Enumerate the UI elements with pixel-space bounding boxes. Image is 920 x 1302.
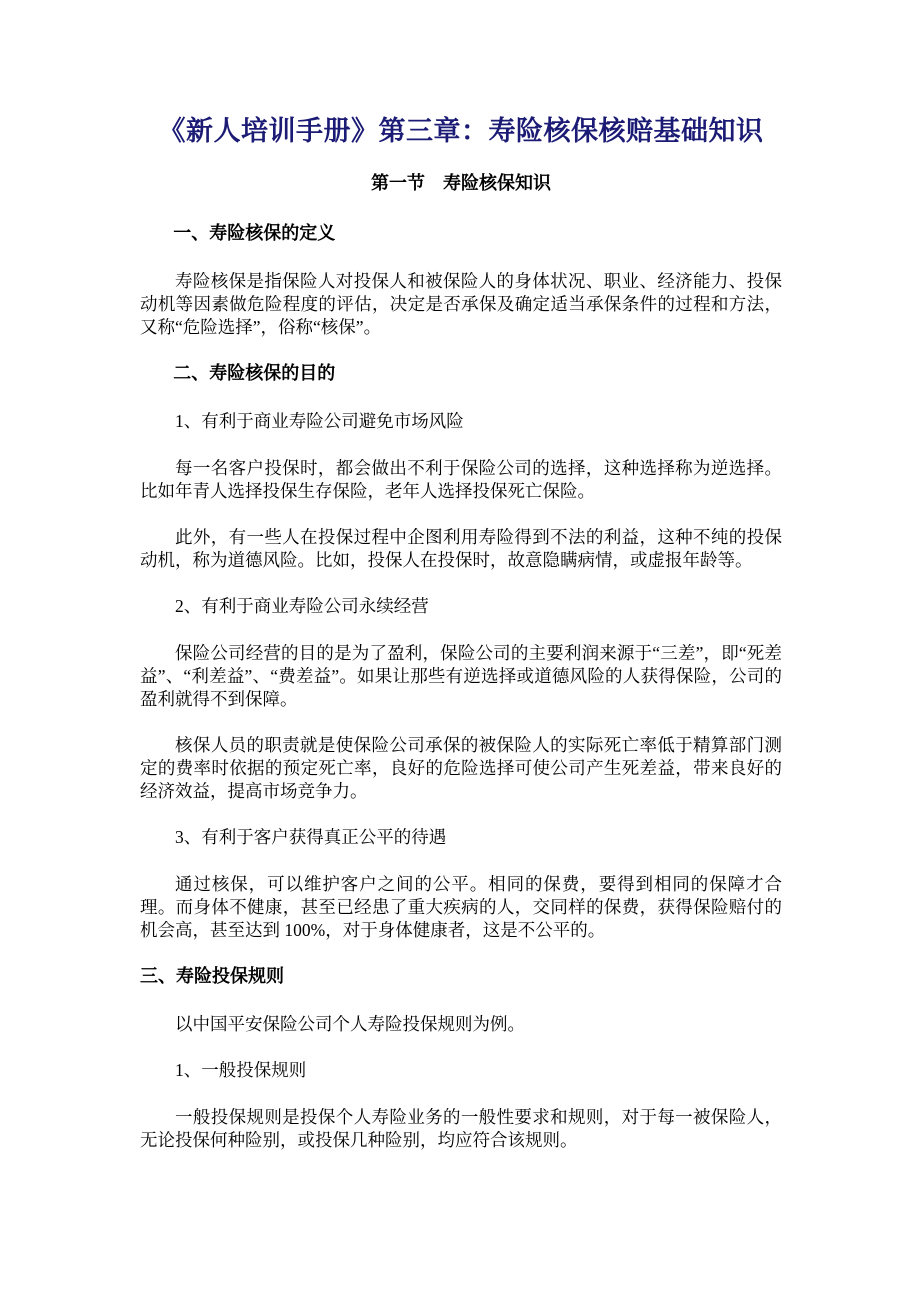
heading-application-rules: 三、寿险投保规则 <box>140 966 284 986</box>
paragraph-moral-hazard: 此外，有一些人在投保过程中企图利用寿险得到不法的利益，这种不纯的投保动机，称为道德风险。比如，投保人在投保时，故意隐瞒病情，或虚报年龄等。 <box>140 527 782 570</box>
paragraph-adverse-selection: 每一名客户投保时，都会做出不利于保险公司的选择，这种选择称为逆选择。比如年青人选择投保生存保险，老年人选择投保死亡保险。 <box>140 458 782 501</box>
subheading-market-risk: 1、有利于商业寿险公司避免市场风险 <box>175 411 464 431</box>
section-heading: 第一节 寿险核保知识 <box>371 173 551 193</box>
heading-definition: 一、寿险核保的定义 <box>173 223 336 243</box>
paragraph-general-rules: 一般投保规则是投保个人寿险业务的一般性要求和规则，对于每一被保险人，无论投保何种险别，或投保几种险别，均应符合该规则。 <box>140 1107 782 1150</box>
subheading-fair-treatment: 3、有利于客户获得真正公平的待遇 <box>175 827 447 847</box>
doc-title: 《新人培训手册》第三章：寿险核保核赔基础知识 <box>158 116 764 146</box>
subheading-general-rules: 1、一般投保规则 <box>175 1060 307 1080</box>
paragraph-underwriter-duty: 核保人员的职责就是使保险公司承保的被保险人的实际死亡率低于精算部门测定的费率时依据的预定死亡率，良好的危险选择可使公司产生死差益，带来良好的经济效益，提高市场竞争力。 <box>140 735 782 801</box>
paragraph-pingan-example: 以中国平安保险公司个人寿险投保规则为例。 <box>175 1014 525 1034</box>
subheading-sustainable-operation: 2、有利于商业寿险公司永续经营 <box>175 596 429 616</box>
heading-purpose: 二、寿险核保的目的 <box>173 363 336 383</box>
paragraph-profit-sources: 保险公司经营的目的是为了盈利，保险公司的主要利润来源于“三差”，即“死差益”、“利差益”、“费差益”。如果让那些有逆选择或道德风险的人获得保险，公司的盈利就得不到保障。 <box>140 643 782 709</box>
paragraph-fairness: 通过核保，可以维护客户之间的公平。相同的保费，要得到相同的保障才合理。而身体不健康，甚至已经患了重大疾病的人，交同样的保费，获得保险赔付的机会高，甚至达到 100%，对于身体健康者，这是不公平的。 <box>140 874 782 940</box>
paragraph-definition: 寿险核保是指保险人对投保人和被保险人的身体状况、职业、经济能力、投保动机等因素做危险程度的评估，决定是否承保及确定适当承保条件的过程和方法，又称“危险选择”，俗称“核保”。 <box>140 271 782 337</box>
